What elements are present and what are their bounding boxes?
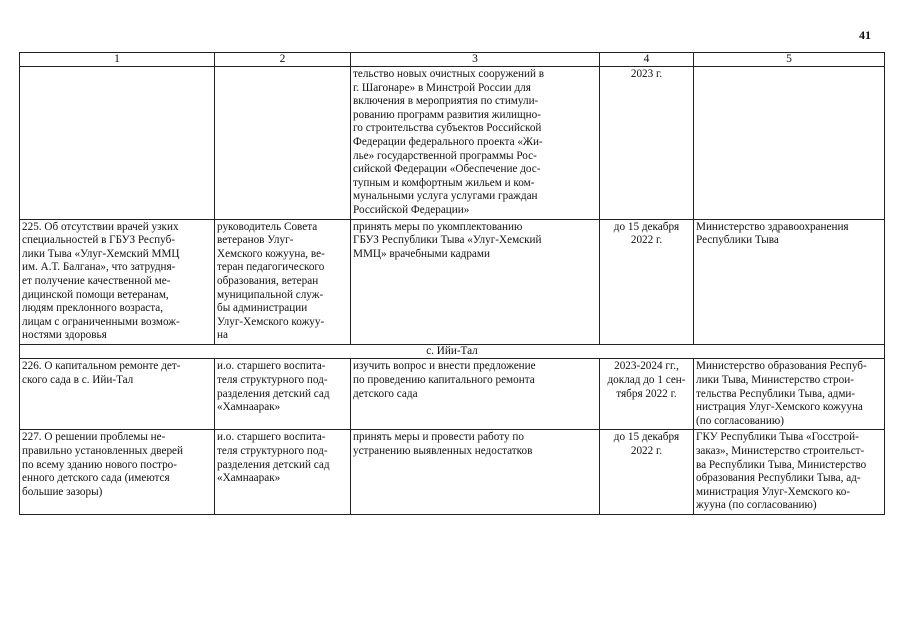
responsible-cell: Министерство здравоохранения Республики Тыва (694, 219, 885, 344)
table-row (20, 219, 885, 344)
responsible-cell: Министерство образования Респуб- лики Тыва, Министерство строи- тельства Республики Тыва, адми- нистрация Улуг-Хемского кожууна (по согласованию) (694, 359, 885, 430)
column-header: 5 (694, 53, 885, 67)
column-header: 1 (20, 53, 215, 67)
measure-cell: изучить вопрос и внести предложение по проведению капитального ремонта детского сада (351, 359, 600, 430)
section-row (20, 344, 885, 359)
deadline-cell: 2023 г. (600, 67, 694, 220)
header-row (20, 53, 885, 67)
initiator-cell (215, 67, 351, 220)
table-row (20, 67, 885, 220)
measure-cell: принять меры по укомплектованию ГБУЗ Республики Тыва «Улуг-Хемский ММЦ» врачебными кадрами (351, 219, 600, 344)
initiator-cell: и.о. старшего воспита- теля структурного под- разделения детский сад «Хамнаарак» (215, 430, 351, 515)
column-header: 4 (600, 53, 694, 67)
page-number: 41 (859, 28, 871, 42)
measures-table (19, 52, 885, 515)
issue-cell (20, 67, 215, 220)
issue-cell: 226. О капитальном ремонте дет- ского сада в с. Ийи-Тал (20, 359, 215, 430)
deadline-cell: до 15 декабря 2022 г. (600, 430, 694, 515)
initiator-cell: и.о. старшего воспита- теля структурного под- разделения детский сад «Хамнаарак» (215, 359, 351, 430)
section-title: с. Ийи-Тал (20, 344, 885, 359)
issue-cell: 227. О решении проблемы не- правильно установленных дверей по всему зданию нового постро- енного детского сада (имеются большие зазоры) (20, 430, 215, 515)
measure-cell: принять меры и провести работу по устранению выявленных недостатков (351, 430, 600, 515)
column-header: 2 (215, 53, 351, 67)
issue-cell: 225. Об отсутствии врачей узких специальностей в ГБУЗ Респуб- лики Тыва «Улуг-Хемский ММЦ им. А.Т. Балгана», что затрудня- ет получение качественной ме- дицинской помощи ветеранам, людям преклонного возраста, лицам с ограниченными возмож- ностями здоровья (20, 219, 215, 344)
table-row (20, 359, 885, 430)
responsible-cell: ГКУ Республики Тыва «Госстрой- заказ», Министерство строительст- ва Республики Тыва, Министерство образования Республики Тыва, ад- министрация Улуг-Хемского ко- жууна (по согласованию) (694, 430, 885, 515)
initiator-cell: руководитель Совета ветеранов Улуг- Хемского кожууна, ве- теран педагогического образования, ветеран муниципальной служ- бы администрации Улуг-Хемского кожуу- на (215, 219, 351, 344)
deadline-cell: до 15 декабря 2022 г. (600, 219, 694, 344)
column-header: 3 (351, 53, 600, 67)
responsible-cell (694, 67, 885, 220)
deadline-cell: 2023-2024 гг., доклад до 1 сен- тября 2022 г. (600, 359, 694, 430)
table-row (20, 430, 885, 515)
measure-cell: тельство новых очистных сооружений в г. Шагонаре» в Минстрой России для включения в мероприятия по стимули- рованию программ развития жилищно- го строительства субъектов Российской Федерации федерального проекта «Жи- лье» государственной программы Рос- сийской Федерации «Обеспечение дос- тупным и комфортным жильем и ком- мунальными услуга услугами граждан Российской Федерации» (351, 67, 600, 220)
